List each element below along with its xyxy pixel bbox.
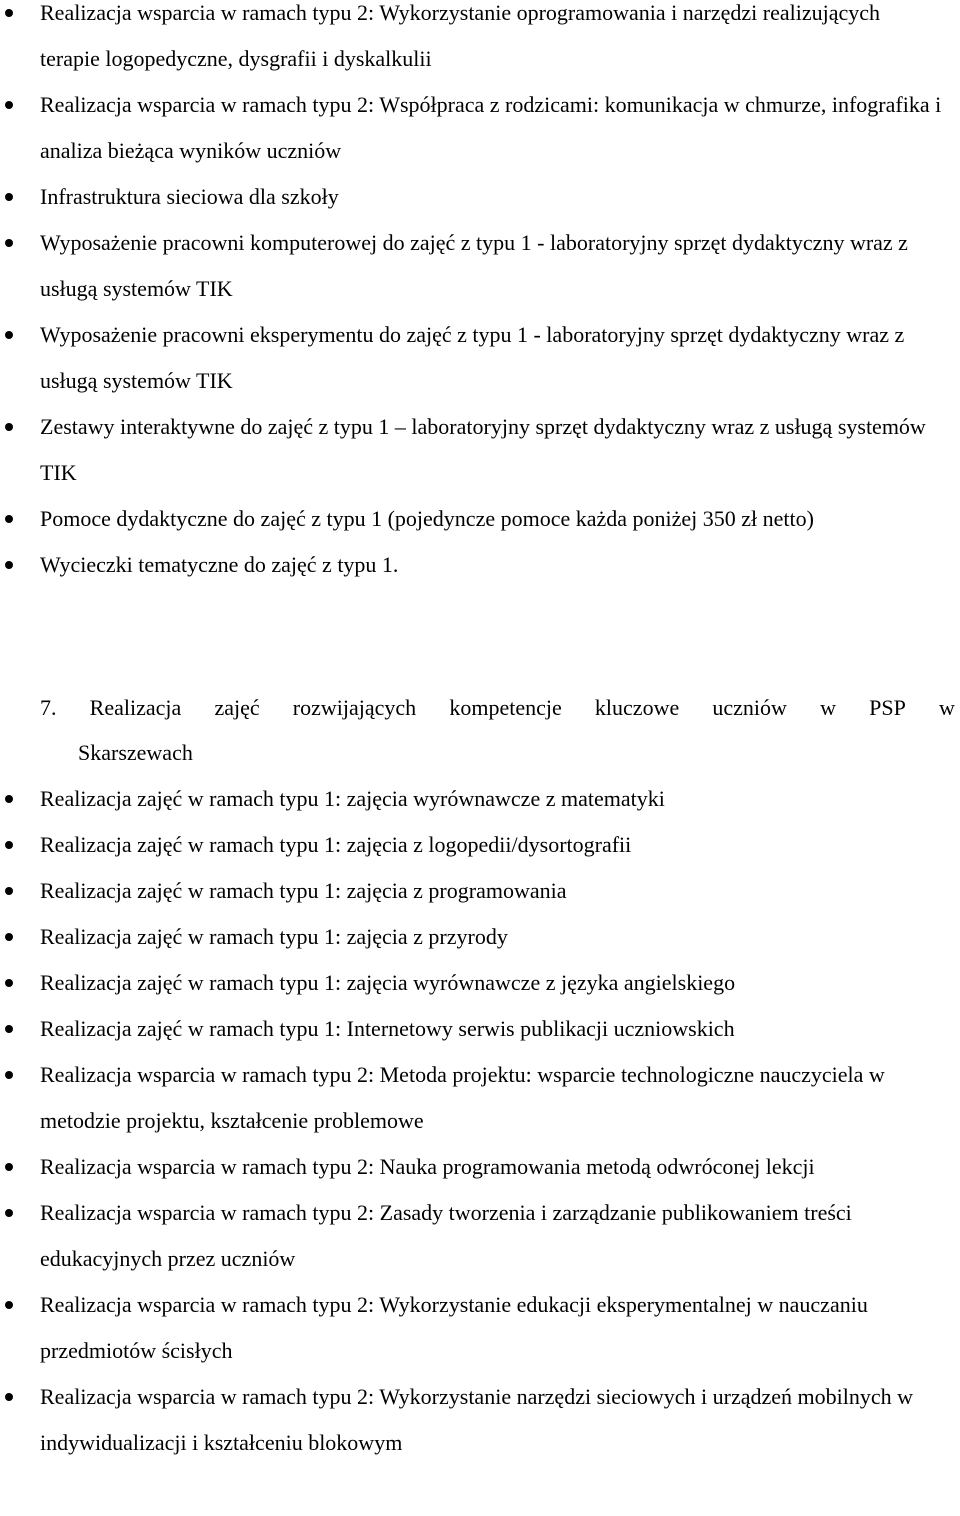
list-item-text: Pomoce dydaktyczne do zajęć z typu 1 (pojedyncze pomoce każda poniżej 350 zł netto) bbox=[40, 506, 814, 531]
bullet-icon bbox=[5, 1393, 13, 1401]
list-item-text: Realizacja zajęć w ramach typu 1: zajęcia z przyrody bbox=[40, 924, 508, 949]
list-item-text: Realizacja wsparcia w ramach typu 2: Zasady tworzenia i zarządzanie publikowaniem treści edukacyjnych przez uczniów bbox=[40, 1200, 852, 1271]
list-item bbox=[0, 1052, 945, 1144]
bullet-icon bbox=[5, 239, 13, 247]
list-item-text: Realizacja zajęć w ramach typu 1: zajęcia z logopedii/dysortografii bbox=[40, 832, 632, 857]
list-item-text: Wyposażenie pracowni eksperymentu do zajęć z typu 1 - laboratoryjny sprzęt dydaktyczny wraz z usługą systemów TIK bbox=[40, 322, 905, 393]
heading-word: Realizacja bbox=[89, 695, 182, 720]
bullet-icon bbox=[5, 1025, 13, 1033]
bullet-icon bbox=[5, 1163, 13, 1171]
bullet-icon bbox=[5, 1209, 13, 1217]
list-item bbox=[0, 960, 945, 1006]
heading-word: w bbox=[820, 695, 836, 720]
list-item-text: Realizacja zajęć w ramach typu 1: zajęcia z programowania bbox=[40, 878, 567, 903]
list-item bbox=[0, 914, 945, 960]
list-item bbox=[0, 0, 945, 82]
list-item bbox=[0, 1374, 945, 1466]
heading-word: uczniów bbox=[712, 695, 787, 720]
heading-word: kluczowe bbox=[594, 695, 680, 720]
bullet-icon bbox=[5, 331, 13, 339]
bullet-list-activities bbox=[0, 776, 945, 1466]
bullet-icon bbox=[5, 795, 13, 803]
list-item-text: Realizacja wsparcia w ramach typu 2: Nauka programowania metodą odwróconej lekcji bbox=[40, 1154, 815, 1179]
bullet-icon bbox=[5, 841, 13, 849]
list-item-text: Wycieczki tematyczne do zajęć z typu 1. bbox=[40, 552, 399, 577]
list-item bbox=[0, 1144, 945, 1190]
list-item bbox=[0, 822, 945, 868]
bullet-icon bbox=[5, 887, 13, 895]
bullet-list-support-items bbox=[0, 0, 945, 588]
bullet-icon bbox=[5, 101, 13, 109]
list-item bbox=[0, 82, 945, 174]
list-item-text: Realizacja wsparcia w ramach typu 2: Wykorzystanie edukacji eksperymentalnej w nauczaniu przedmiotów ścisłych bbox=[40, 1292, 868, 1363]
bullet-icon bbox=[5, 1301, 13, 1309]
heading-word: w bbox=[939, 695, 955, 720]
list-item bbox=[0, 220, 945, 312]
list-item-text: Realizacja wsparcia w ramach typu 2: Wykorzystanie narzędzi sieciowych i urządzeń mobilnych w indywidualizacji i kształceniu blokowym bbox=[40, 1384, 914, 1455]
list-item bbox=[0, 1282, 945, 1374]
list-item bbox=[0, 312, 945, 404]
list-item-text: Wyposażenie pracowni komputerowej do zajęć z typu 1 - laboratoryjny sprzęt dydaktyczny wraz z usługą systemów TIK bbox=[40, 230, 908, 301]
list-item bbox=[0, 868, 945, 914]
list-item bbox=[0, 776, 945, 822]
section-heading bbox=[40, 685, 955, 775]
list-item-text: Realizacja zajęć w ramach typu 1: zajęcia wyrównawcze z języka angielskiego bbox=[40, 970, 736, 995]
bullet-icon bbox=[5, 1071, 13, 1079]
heading-word: zajęć bbox=[214, 695, 260, 720]
heading-word: PSP bbox=[869, 695, 906, 720]
list-item-text: Realizacja zajęć w ramach typu 1: zajęcia wyrównawcze z matematyki bbox=[40, 786, 665, 811]
list-item bbox=[0, 542, 945, 588]
section-heading-continuation: Skarszewach bbox=[78, 740, 193, 765]
list-item bbox=[0, 496, 945, 542]
bullet-icon bbox=[5, 193, 13, 201]
list-item-text: Realizacja wsparcia w ramach typu 2: Współpraca z rodzicami: komunikacja w chmurze, infografika i analiza bieżąca wyników uczniów bbox=[40, 92, 942, 163]
section-heading-line bbox=[40, 685, 955, 730]
bullet-icon bbox=[5, 515, 13, 523]
heading-word: rozwijających bbox=[292, 695, 417, 720]
section-number: 7. bbox=[40, 695, 57, 720]
list-item-text: Realizacja wsparcia w ramach typu 2: Wykorzystanie oprogramowania i narzędzi realizujących terapie logopedyczne, dysgrafii i dyskalkulii bbox=[40, 0, 880, 71]
bullet-icon bbox=[5, 979, 13, 987]
list-item bbox=[0, 1190, 945, 1282]
bullet-icon bbox=[5, 561, 13, 569]
bullet-icon bbox=[5, 933, 13, 941]
list-item-text: Realizacja wsparcia w ramach typu 2: Metoda projektu: wsparcie technologiczne nauczyciela w metodzie projektu, kształcenie problemowe bbox=[40, 1062, 885, 1133]
list-item-text: Zestawy interaktywne do zajęć z typu 1 – laboratoryjny sprzęt dydaktyczny wraz z usługą systemów TIK bbox=[40, 414, 926, 485]
list-item bbox=[0, 404, 945, 496]
bullet-icon bbox=[5, 9, 13, 17]
heading-word: kompetencje bbox=[449, 695, 562, 720]
list-item-text: Infrastruktura sieciowa dla szkoły bbox=[40, 184, 339, 209]
list-item bbox=[0, 1006, 945, 1052]
bullet-icon bbox=[5, 423, 13, 431]
list-item-text: Realizacja zajęć w ramach typu 1: Internetowy serwis publikacji uczniowskich bbox=[40, 1016, 735, 1041]
list-item bbox=[0, 174, 945, 220]
